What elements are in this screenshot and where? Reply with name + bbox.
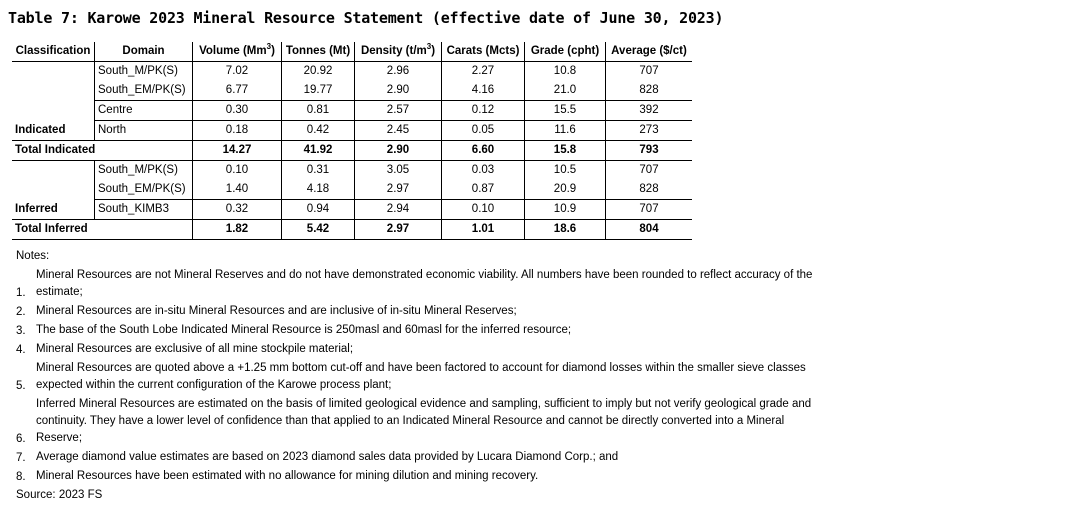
average-cell: 707 — [606, 200, 693, 220]
average-cell: 804 — [606, 220, 693, 240]
density-cell: 2.94 — [355, 200, 442, 220]
total-inferred-label: Total Inferred — [12, 220, 193, 240]
density-cell: 2.97 — [355, 180, 442, 200]
grade-cell: 21.0 — [525, 81, 606, 101]
volume-cell: 0.30 — [193, 101, 282, 121]
carats-cell: 2.27 — [442, 62, 525, 82]
domain-cell: North — [95, 121, 193, 141]
table-row — [12, 180, 692, 200]
tonnes-cell: 19.77 — [282, 81, 355, 101]
note-number: 4. — [16, 344, 26, 356]
note-item — [16, 448, 816, 467]
tonnes-cell: 20.92 — [282, 62, 355, 82]
note-number: 1. — [16, 287, 26, 299]
note-text: Mineral Resources are in-situ Mineral Resources and are inclusive of in-situ Mineral Reserves; — [36, 305, 517, 317]
carats-cell: 0.87 — [442, 180, 525, 200]
density-cell: 2.97 — [355, 220, 442, 240]
resource-table — [12, 42, 692, 240]
carats-cell: 0.12 — [442, 101, 525, 121]
average-cell: 793 — [606, 141, 693, 161]
average-cell: 707 — [606, 161, 693, 181]
note-text: Mineral Resources are quoted above a +1.25 mm bottom cut-off and have been factored to account for diamond losses within the smaller sieve classes expected within the current configuration of the Karowe process plant; — [36, 362, 806, 391]
density-cell: 2.90 — [355, 141, 442, 161]
note-item — [16, 302, 816, 321]
density-cell: 2.45 — [355, 121, 442, 141]
density-cell: 3.05 — [355, 161, 442, 181]
note-text: Mineral Resources are not Mineral Reserves and do not have demonstrated economic viability. All numbers have been rounded to reflect accuracy of the estimate; — [36, 269, 813, 298]
volume-cell: 6.77 — [193, 81, 282, 101]
note-item — [16, 266, 816, 302]
carats-cell: 0.10 — [442, 200, 525, 220]
col-average: Average ($/ct) — [606, 42, 693, 62]
note-text: The base of the South Lobe Indicated Mineral Resource is 250masl and 60masl for the inferred resource; — [36, 324, 572, 336]
table-row — [12, 121, 692, 141]
grade-cell: 10.9 — [525, 200, 606, 220]
tonnes-cell: 4.18 — [282, 180, 355, 200]
average-cell: 273 — [606, 121, 693, 141]
tonnes-cell: 0.81 — [282, 101, 355, 121]
carats-cell: 0.05 — [442, 121, 525, 141]
grade-cell: 20.9 — [525, 180, 606, 200]
domain-cell: South_KIMB3 — [95, 200, 193, 220]
col-domain: Domain — [95, 42, 193, 62]
table-row — [12, 101, 692, 121]
note-item — [16, 340, 816, 359]
header-row — [12, 42, 692, 62]
table-row — [12, 62, 692, 82]
note-text: Inferred Mineral Resources are estimated on the basis of limited geological evidence and sampling, sufficient to imply but not verify geological grade and continuity. They have a lower level of confidence than that applied to an Indicated Mineral Resource and cannot be directly converted into a Mineral Reserve; — [36, 398, 812, 444]
grade-cell: 15.5 — [525, 101, 606, 121]
col-grade: Grade (cpht) — [525, 42, 606, 62]
notes-title: Notes: — [16, 250, 50, 262]
total-indicated-label: Total Indicated — [12, 141, 193, 161]
volume-cell: 1.40 — [193, 180, 282, 200]
domain-cell: South_EM/PK(S) — [95, 81, 193, 101]
table-row — [12, 200, 692, 220]
volume-cell: 0.10 — [193, 161, 282, 181]
note-number: 8. — [16, 471, 26, 483]
density-cell: 2.96 — [355, 62, 442, 82]
domain-cell: Centre — [95, 101, 193, 121]
note-item — [16, 467, 816, 486]
total-inferred-row — [12, 220, 692, 240]
col-classification: Classification — [12, 42, 95, 62]
note-text: Mineral Resources are exclusive of all mine stockpile material; — [36, 343, 354, 355]
col-volume: Volume (Mm$^3$) — [193, 42, 282, 62]
carats-cell: 4.16 — [442, 81, 525, 101]
col-density: Density $(t/m^3)$ — [355, 42, 442, 62]
tonnes-cell: 0.31 — [282, 161, 355, 181]
grade-cell: 18.6 — [525, 220, 606, 240]
average-cell: 828 — [606, 180, 693, 200]
grade-cell: 10.8 — [525, 62, 606, 82]
classification-indicated: Indicated — [15, 124, 66, 136]
domain-cell: South_M/PK(S) — [95, 161, 193, 181]
grade-cell: 11.6 — [525, 121, 606, 141]
note-number: 7. — [16, 452, 26, 464]
average-cell: 707 — [606, 62, 693, 82]
tonnes-cell: 0.94 — [282, 200, 355, 220]
average-cell: 828 — [606, 81, 693, 101]
density-cell: 2.90 — [355, 81, 442, 101]
domain-cell: South_EM/PK(S) — [95, 180, 193, 200]
tonnes-cell: 5.42 — [282, 220, 355, 240]
notes-section — [16, 247, 816, 504]
note-number: 3. — [16, 325, 26, 337]
col-tonnes: Tonnes (Mt) — [282, 42, 355, 62]
note-number: 6. — [16, 433, 26, 445]
col-carats: Carats (Mcts) — [442, 42, 525, 62]
average-cell: 392 — [606, 101, 693, 121]
source-line: Source: 2023 FS — [16, 489, 103, 501]
note-text: Average diamond value estimates are based on 2023 diamond sales data provided by Lucara Diamond Corp.; and — [36, 451, 619, 463]
volume-cell: 7.02 — [193, 62, 282, 82]
volume-cell: 0.32 — [193, 200, 282, 220]
domain-cell: South_M/PK(S) — [95, 62, 193, 82]
table-row — [12, 81, 692, 101]
note-item — [16, 395, 816, 448]
note-number: 5. — [16, 380, 26, 392]
note-number: 2. — [16, 306, 26, 318]
volume-cell: 0.18 — [193, 121, 282, 141]
carats-cell: 1.01 — [442, 220, 525, 240]
note-item — [16, 359, 816, 395]
carats-cell: 0.03 — [442, 161, 525, 181]
tonnes-cell: 41.92 — [282, 141, 355, 161]
tonnes-cell: 0.42 — [282, 121, 355, 141]
volume-cell: 14.27 — [193, 141, 282, 161]
grade-cell: 10.5 — [525, 161, 606, 181]
table-title: Table 7: Karowe 2023 Mineral Resource Statement (effective date of June 30, 2023) — [8, 9, 724, 27]
volume-cell: 1.82 — [193, 220, 282, 240]
density-cell: 2.57 — [355, 101, 442, 121]
total-indicated-row — [12, 141, 692, 161]
note-item — [16, 321, 816, 340]
note-text: Mineral Resources have been estimated with no allowance for mining dilution and mining recovery. — [36, 470, 539, 482]
grade-cell: 15.8 — [525, 141, 606, 161]
carats-cell: 6.60 — [442, 141, 525, 161]
table-row — [12, 161, 692, 181]
classification-inferred: Inferred — [15, 203, 58, 215]
